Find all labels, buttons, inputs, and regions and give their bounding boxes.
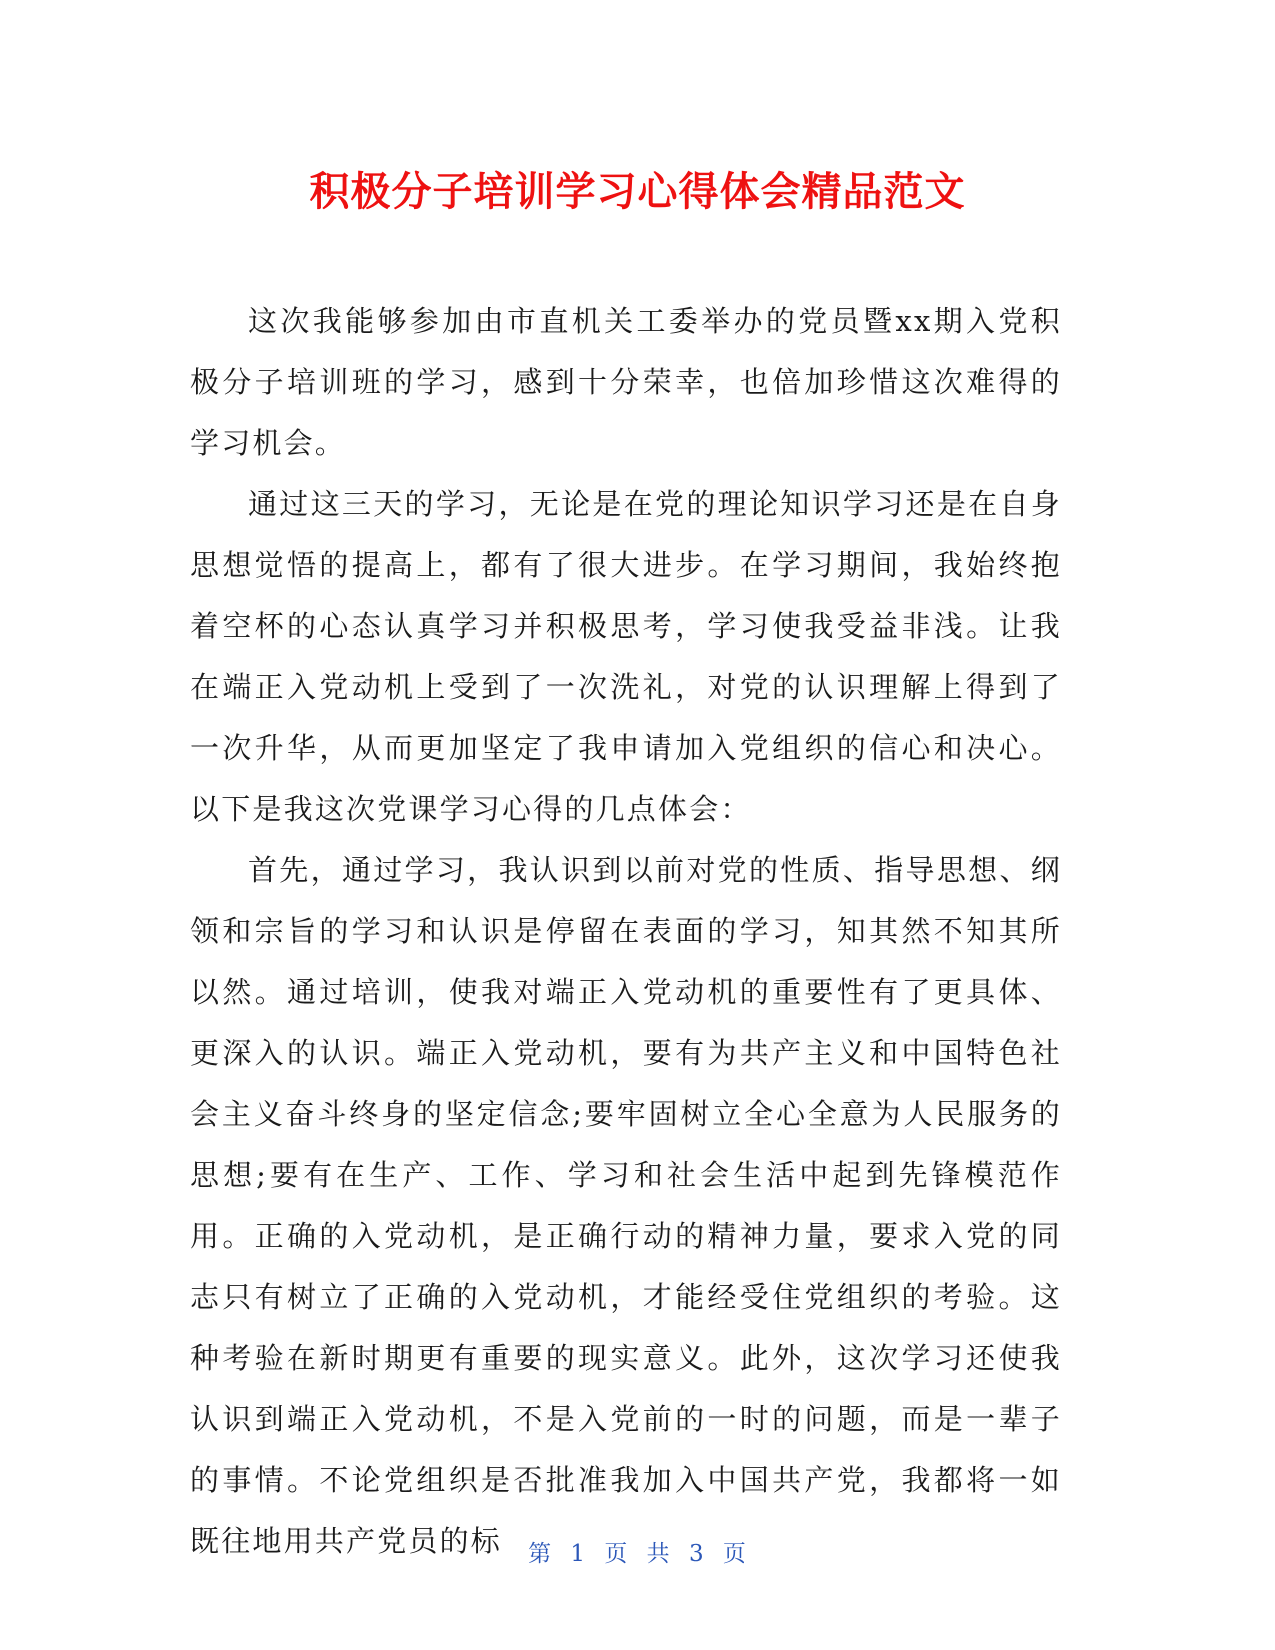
paragraph-2: 通过这三天的学习，无论是在党的理论知识学习还是在自身思想觉悟的提高上，都有了很大进步。在学习期间，我始终抱着空杯的心态认真学习并积极思考，学习使我受益非浅。让我在端正入党动机上受到了一次洗礼，对党的认识理解上得到了一次升华，从而更加坚定了我申请加入党组织的信心和决心。以下是我这次党课学习心得的几点体会： xyxy=(190,487,1062,826)
document-title: 积极分子培训学习心得体会精品范文 xyxy=(309,169,966,215)
document-body xyxy=(190,291,1062,1572)
paragraph-1: 这次我能够参加由市直机关工委举办的党员暨xx期入党积极分子培训班的学习，感到十分荣幸，也倍加珍惜这次难得的学习机会。 xyxy=(190,304,1062,460)
paragraph-3: 首先，通过学习，我认识到以前对党的性质、指导思想、纲领和宗旨的学习和认识是停留在表面的学习，知其然不知其所以然。通过培训，使我对端正入党动机的重要性有了更具体、更深入的认识。端正入党动机，要有为共产主义和中国特色社会主义奋斗终身的坚定信念;要牢固树立全心全意为人民服务的思想;要有在生产、工作、学习和社会生活中起到先锋模范作用。正确的入党动机，是正确行动的精神力量，要求入党的同志只有树立了正确的入党动机，才能经受住党组织的考验。这种考验在新时期更有重要的现实意义。此外，这次学习还使我认识到端正入党动机，不是入党前的一时的问题，而是一辈子的事情。不论党组织是否批准我加入中国共产党，我都将一如既往地用共产党员的标 xyxy=(190,853,1062,1558)
page-number-footer: 第 1 页 共 3 页 xyxy=(528,1541,747,1567)
